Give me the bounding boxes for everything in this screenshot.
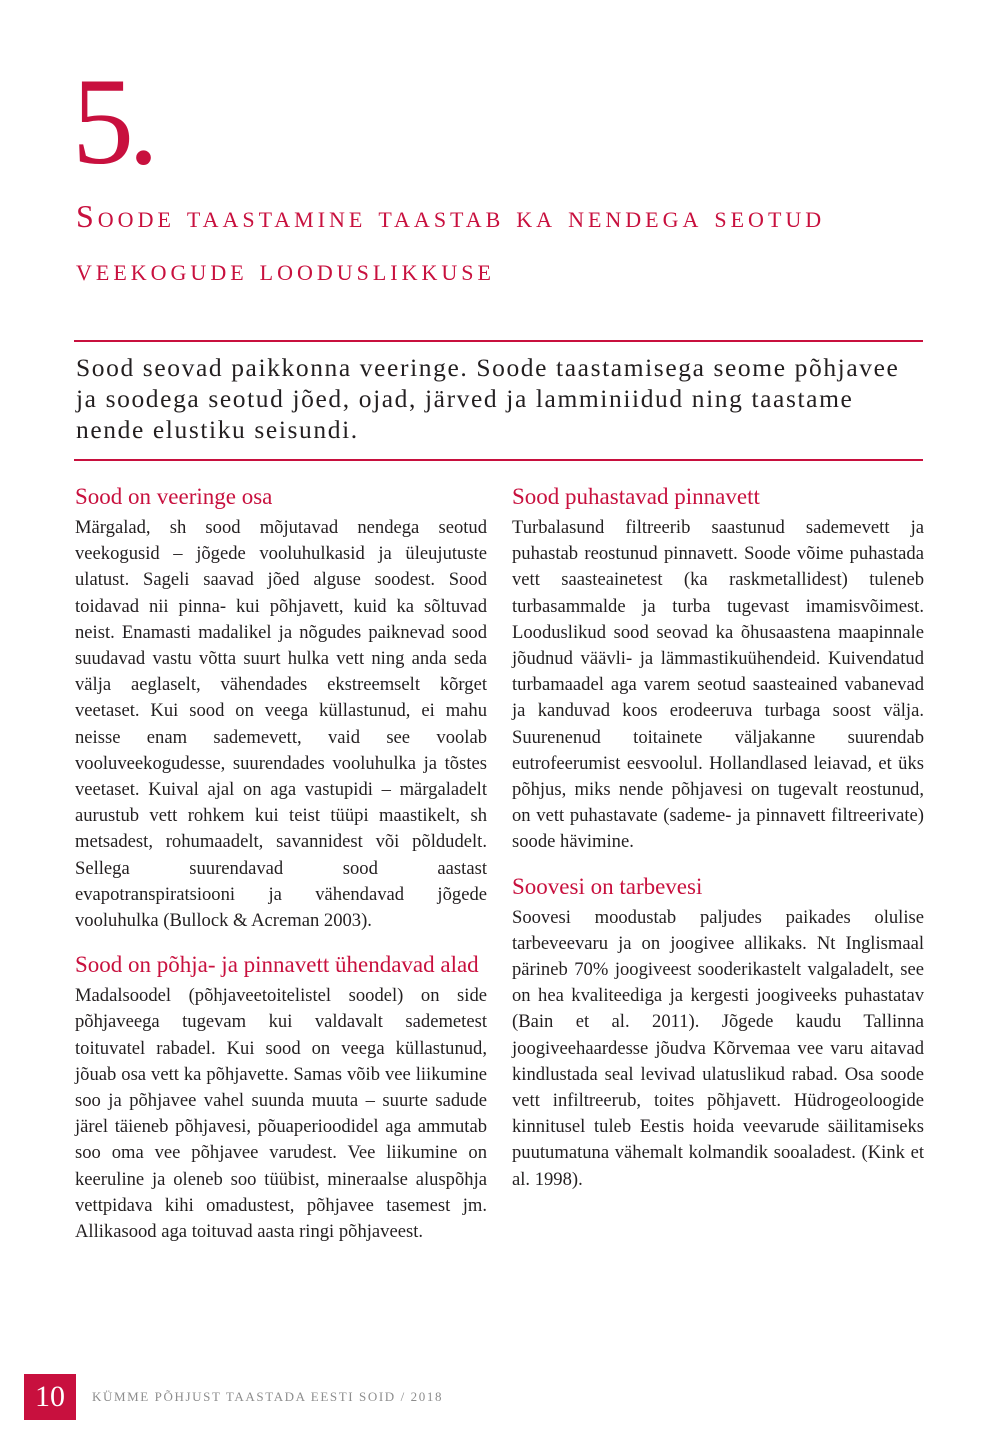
section-heading: Soovesi on tarbevesi (512, 873, 703, 899)
section-body: Märgalad, sh sood mõjutavad nendega seotud veekogusid – jõgede vooluhulkasid ja üleujutuste ulatust. Sageli saavad jõed alguse soodest. Sood toidavad nii pinna- kui põhjavett, kuid ka sõltuvad neist. Enamasti madalikel ja nõgudes paiknevad sood suudavad vastu võtta suurt hulka vett ning anda seda välja aeglaselt, vähendades ekstreemselt kõrget veetaset. Kui sood on veega küllastunud, ei mahu neisse enam sademevett, vaid see voolab vooluveekogudesse, suurendades vooluhulka ja tõstes veetaset. Kuival ajal on aga vastupidi – märgaladelt aurustub vett rohkem kui teist tüüpi maastikelt, sh metsadest, rohumaadelt, savannidest või põldudelt. Sellega suurendavad sood aastast evapotranspiratsiooni ja vähendavad jõgede vooluhulka (Bullock & Acreman 2003). (75, 517, 487, 932)
section-veeringe (75, 483, 487, 934)
right-column (512, 483, 924, 1210)
section-puhastamine (512, 483, 924, 856)
section-heading: Sood puhastavad pinnavett (512, 484, 760, 509)
lead-bottom-divider (74, 459, 923, 461)
left-column (75, 483, 487, 1262)
section-body: Turbalasund filtreerib saastunud sademevett ja puhastab reostunud pinnavett. Soode võime puhastada vett saasteainetest (ka raskmetallidest) tuleneb turbasammalde ja turba tugevast imamisvõimest. Looduslikud sood seovad ka õhusaastena maapinnale jõudnud väävli- ja lämmastikuühendeid. Kuivendatud turbamaadel aga varem seotud saasteained vabanevad ja kanduvad koos erodeeruva turbaga soost välja. Suurenenud toitainete väljakanne suurendab eutrofeerumist eesvoolul. Hollandlased leiavad, et üks põhjus, miks nende põhjavesi on tugevalt reostunud, on vett puhastavate (sademe- ja pinnavett filtreerivate) soode hävimine. (512, 517, 924, 853)
section-heading: Sood on veeringe osa (75, 484, 273, 509)
section-tarbevesi (512, 873, 924, 1193)
running-title: KÜMME PÕHJUST TAASTADA EESTI SOID / 2018 (92, 1389, 444, 1404)
section-body: Soovesi moodustab paljudes paikades olulise tarbeveevaru ja on joogivee allikaks. Nt Inglismaal pärineb 70% joogiveest sooderikastelt valgaladelt, see on hea kvaliteediga ja kergesti joogiveeks puhastatav (Bain et al. 2011). Jõgede kaudu Tallinna joogiveehaardesse jõudva Kõrvemaa vee varu aitavad kindlustada seal levivad ulatuslikud rabad. Osa soode vett infiltreerub, toites põhjavett. Hüdrogeoloogide kinnitusel tuleb Eestis hoida veevarude säilitamiseks puutumatuna vähemalt kolmandik sooaladest. (Kink et al. 1998). (512, 906, 924, 1190)
lead-paragraph: Sood seovad paikkonna veeringe. Soode taastamisega seome põhjavee ja soodega seotud jõed, ojad, järved ja lamminiidud ning taastame nende elustiku seisundi. (76, 353, 900, 444)
page-number: 10 (24, 1374, 76, 1420)
section-body: Madalsoodel (põhjaveetoitelistel soodel) on side põhjaveega tugevam kui valdavalt sademetest toituvatel rabadel. Kui sood on veega küllastunud, jõuab osa vett ka põhjavette. Samas võib vee liikumine soo ja põhjavee vahel suunda muuta – suurte sadude järel täieneb põhjavesi, põuaperioodidel aga ammutab soo oma vee põhjavee varudest. Vee liikumine on keeruline ja oleneb soo tüübist, mineraalse aluspõhja vettpidava kihi omadustest, põhjavee tasemest jm. Allikasood aga toituvad aasta ringi põhjaveest. (75, 985, 487, 1243)
chapter-title: Soode taastamine taastab ka nendega seotud veekogude looduslikkuse (76, 198, 826, 287)
section-heading: Sood on põhja- ja pinnavett ühendavad alad (75, 952, 479, 978)
lead-top-divider (74, 340, 923, 342)
chapter-number: 5. (72, 53, 153, 190)
section-pohjavesi (75, 951, 487, 1245)
